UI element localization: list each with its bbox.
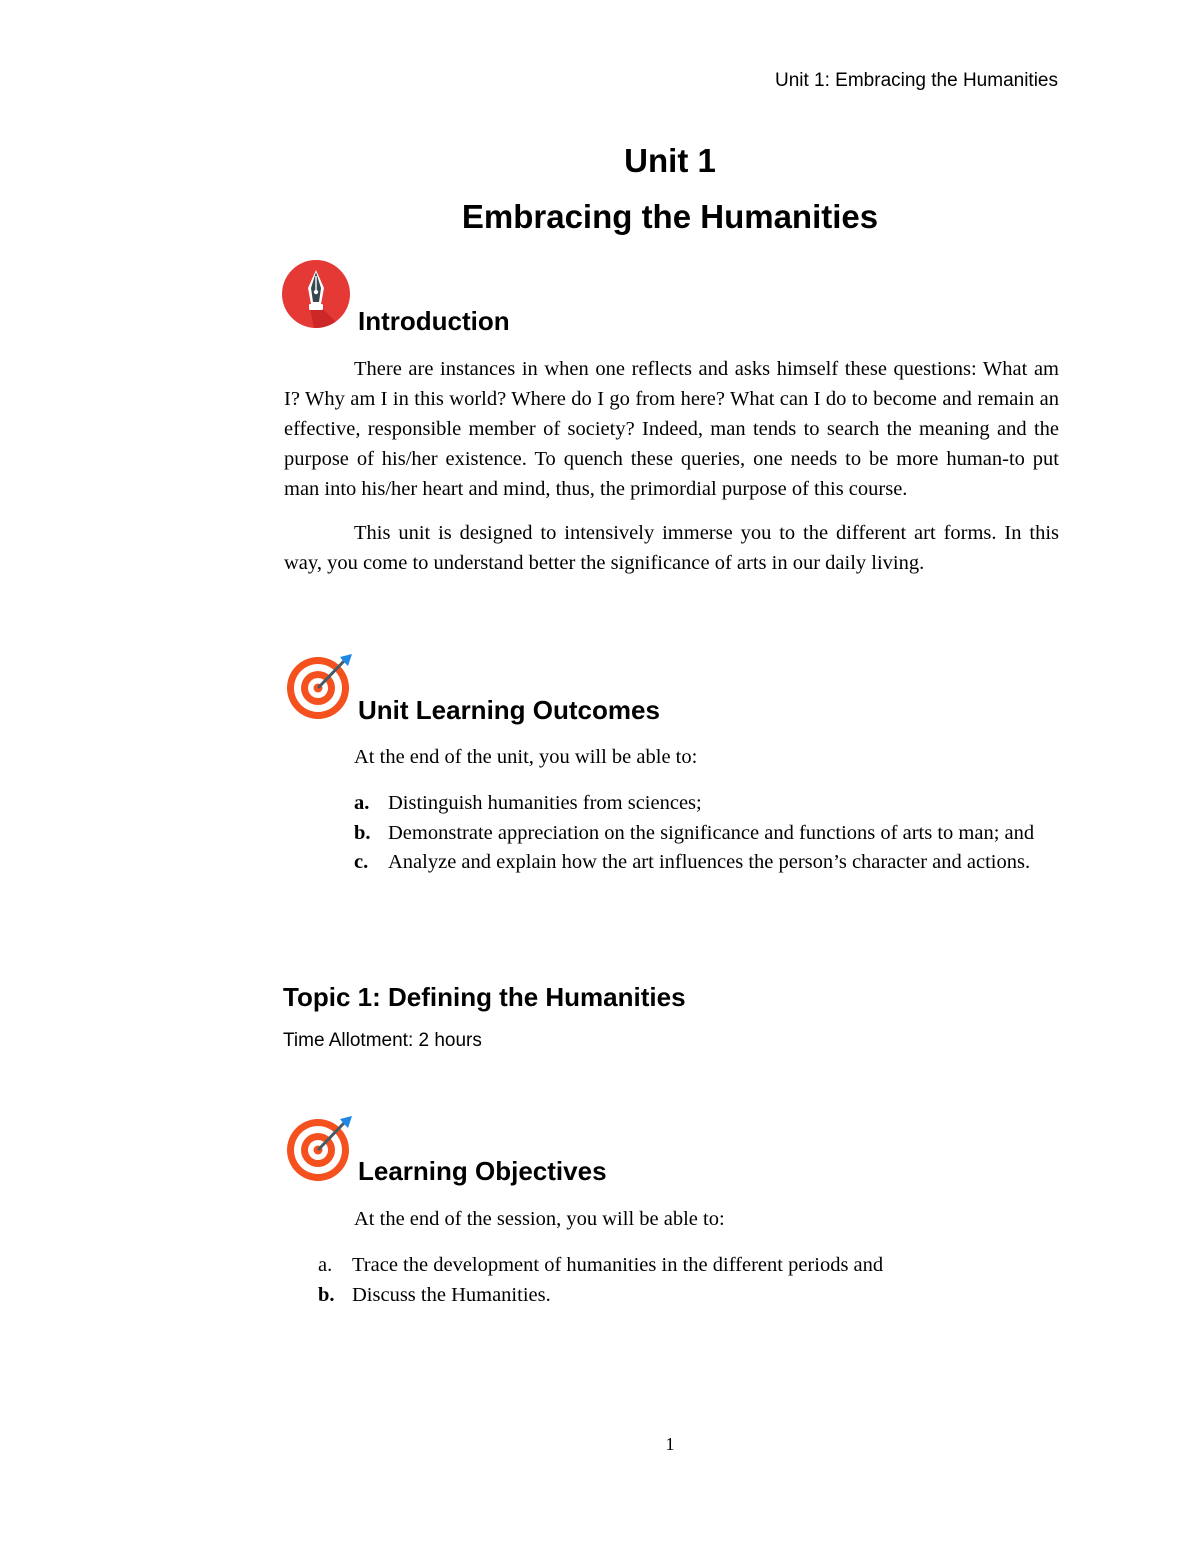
list-marker: b. — [318, 1283, 335, 1306]
unit-title: Unit 1 — [624, 142, 716, 179]
list-marker: c. — [354, 851, 369, 873]
list-item-text: Analyze and explain how the art influences the person’s character and actions. — [388, 851, 1031, 873]
list-marker: a. — [318, 1254, 333, 1276]
target-dart-icon — [284, 1112, 356, 1184]
learning-objectives-list — [318, 1251, 1059, 1310]
list-marker: b. — [354, 821, 371, 844]
list-item-text: Discuss the Humanities. — [352, 1283, 551, 1306]
unit-subtitle: Embracing the Humanities — [461, 198, 879, 235]
introduction-paragraph: This unit is designed to intensively immerse you to the different art forms. In this way, you come to understand better the significance of arts in our daily living. — [284, 522, 1059, 574]
list-item-text: Trace the development of humanities in the different periods and — [352, 1254, 884, 1276]
introduction-body — [284, 354, 1059, 578]
learning-objectives-heading: Learning Objectives — [358, 1156, 607, 1186]
list-item-text: Distinguish humanities from sciences; — [388, 792, 702, 814]
list-item — [354, 819, 1059, 849]
pen-nib-icon — [280, 258, 352, 330]
list-item — [318, 1281, 1059, 1311]
running-header: Unit 1: Embracing the Humanities — [774, 70, 1058, 91]
target-dart-icon — [284, 650, 356, 722]
unit-outcomes-heading: Unit Learning Outcomes — [358, 695, 660, 725]
unit-outcomes-lead: At the end of the unit, you will be able to: — [354, 746, 698, 768]
list-item — [354, 789, 1059, 819]
list-item — [318, 1251, 1059, 1281]
topic-heading: Topic 1: Defining the Humanities — [283, 982, 686, 1012]
list-item — [354, 848, 1059, 878]
list-item-text: Demonstrate appreciation on the significance and functions of arts to man; and — [388, 821, 1035, 844]
list-marker: a. — [354, 792, 370, 814]
learning-objectives-lead: At the end of the session, you will be able to: — [354, 1208, 725, 1230]
unit-outcomes-list — [354, 789, 1059, 878]
page-number: 1 — [665, 1434, 675, 1454]
introduction-heading: Introduction — [358, 306, 510, 336]
introduction-paragraph: There are instances in when one reflects and asks himself these questions: What am I? Why am I in this world? Where do I go from here? What can I do to become and remain an effective, responsible member of society? Indeed, man tends to search the meaning and the purpose of his/her existence. To quench these queries, one needs to be more human-to put man into his/her heart and mind, thus, the primordial purpose of this course. — [284, 358, 1059, 500]
time-allotment: Time Allotment: 2 hours — [283, 1030, 482, 1051]
